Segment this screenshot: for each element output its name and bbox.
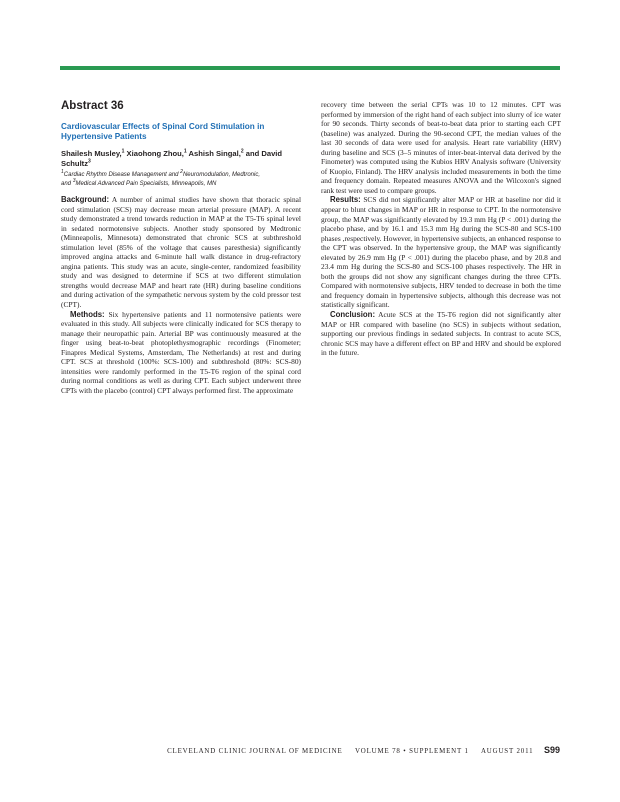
background-text: A number of animal studies have shown that thoracic spinal cord stimulation (SCS) may decrease mean arterial pressure (MAP). A recent study demonstrated a trend towards reduction in MAP at the T5-T6 spinal level in sedated normotensive subjects. Another study sponsored by Medtronic (Minneapolis, Minnesota) demonstrated that chronic SCS at subthreshold stimulation level (85% of the voltage that causes paresthesia) significantly improved angina attacks and 6-minute hall walk distance in drug-refractory angina patients. This study was an acute, single-center, randomized feasibility study and was designed to determine if SCS at two different stimulation strengths would decrease MAP and heart rate (HR) during baseline conditions and during activation of the sympathetic nervous system by the cold pressor test (CPT).: [61, 195, 302, 310]
right-column: [321, 100, 561, 358]
affiliation-text: Cardiac Rhythm Disease Management and: [63, 172, 181, 178]
background-label: Background:: [61, 195, 110, 204]
methods-label: Methods:: [70, 309, 105, 319]
abstract-heading: Abstract 36: [61, 100, 124, 112]
conclusion-label: Conclusion:: [330, 310, 376, 320]
page-footer: [167, 745, 560, 755]
methods-paragraph: [61, 310, 301, 396]
affiliation-text: Neuromodulation, Medtronic,: [182, 172, 260, 178]
left-column: [61, 100, 301, 395]
results-paragraph: [321, 195, 561, 310]
author-name: Ashish Singal,: [188, 149, 241, 158]
affiliation-text: Medical Advanced Pain Specialists, Minneapolis, MN: [75, 181, 217, 187]
conclusion-text: Acute SCS at the T5-T6 region did not significantly alter MAP or HR compared with baseline (no SCS) in subjects without sedation, supporting our previous findings in sedated subjects. In contrast to acute SCS, chronic SCS may have a different effect on BP and HRV and should be explored in the future.: [321, 310, 561, 358]
methods-text: Six hypertensive patients and 11 normotensive patients were evaluated in this study. All subjects were clinically indicated for SCS therapy to manage their neuropathic pain. Arterial BP was continuously measured at the finger using beat-to-beat photoplethysmographic recordings (Finometer; Finapres Medical Systems, Amsterdam, The Netherlands) at rest and during CPT. SCS at threshold (100%: SCS-100) and subthreshold (80%: SCS-80) intensities were randomly performed in the T5-T6 region of the spinal cord during normal conditions as well as during CPT. Each subject underwent three CPTs with the placebo (control) CPT always performed first. The approximate: [61, 309, 301, 395]
author-name: Xiaohong Zhou,: [126, 149, 184, 158]
top-rule: [60, 66, 560, 70]
affiliations: $^1$Cardiac Rhythm Disease Management and $^2$Neuromodulation, Medtronic, and $^3$Medical Advanced Pain Specialists, Minneapolis, MN: [61, 169, 260, 187]
results-label: Results:: [330, 195, 361, 205]
journal-date: AUGUST 2011: [480, 748, 534, 755]
journal-volume: VOLUME 78 • SUPPLEMENT 1: [354, 748, 469, 755]
journal-name: CLEVELAND CLINIC JOURNAL OF MEDICINE: [167, 748, 343, 755]
methods-continuation: [321, 100, 561, 195]
author-list: Shailesh Musley,$^1$ Xiaohong Zhou,$^1$ Ashish Singal,$^2$ and David Schultz$^3$: [61, 148, 283, 168]
methods-continuation-text: recovery time between the serial CPTs was 10 to 12 minutes. CPT was performed by immersion of the right hand of each subject into slurry of ice water for 90 seconds. Thirty seconds of beat-to-beat data prior to starting each CPT (baseline) was analyzed. During the 90-second CPT, the median values of the last 30 seconds of data were used for analysis. Heart rate variability (HRV) during baseline and SCS (3–5 minutes of inter-beat-interval data derived by the Finometer) was computed using the Kubios HRV Analysis software (University of Kuopio, Finland). The HRV analysis included measurements in both the time and frequency domain. Repeated measures ANOVA and the Wilcoxon's signed rank test were used to compare groups.: [321, 100, 561, 195]
abstract-title: Cardiovascular Effects of Spinal Cord Stimulation in Hypertensive Patients: [61, 122, 265, 141]
author-name: Shailesh Musley,: [61, 149, 122, 158]
page-number: S99: [543, 745, 560, 755]
background-paragraph: [61, 195, 301, 310]
author-name: and David Schultz: [61, 149, 283, 168]
results-text: SCS did not significantly alter MAP or HR at baseline nor did it appear to blunt changes in MAP or HR in response to CPT. In the normotensive group, the MAP was significantly elevated by 19.3 mm Hg (P < .001) during the placebo phase, and by 16.1 and 15.3 mm Hg during the SCS-80 and SCS-100 phases ,respectively. However, in hypertensive subjects, an enhanced response to the CPT was observed. In the hypertensive group, the MAP was significantly elevated by 26.9 mm Hg (P < .001) during the placebo phase, and by 20.8 and 23.4 mm Hg during the SCS-80 and SCS-100 phases respectively. The HR in both the groups did not show any significant changes during the three CPTs. Compared with normotensive subjects, HRV tended to decrease in both the time and frequency domain in hypertensive subjects, although this decrease was not statistically significant.: [321, 195, 561, 310]
conclusion-paragraph: [321, 310, 561, 358]
